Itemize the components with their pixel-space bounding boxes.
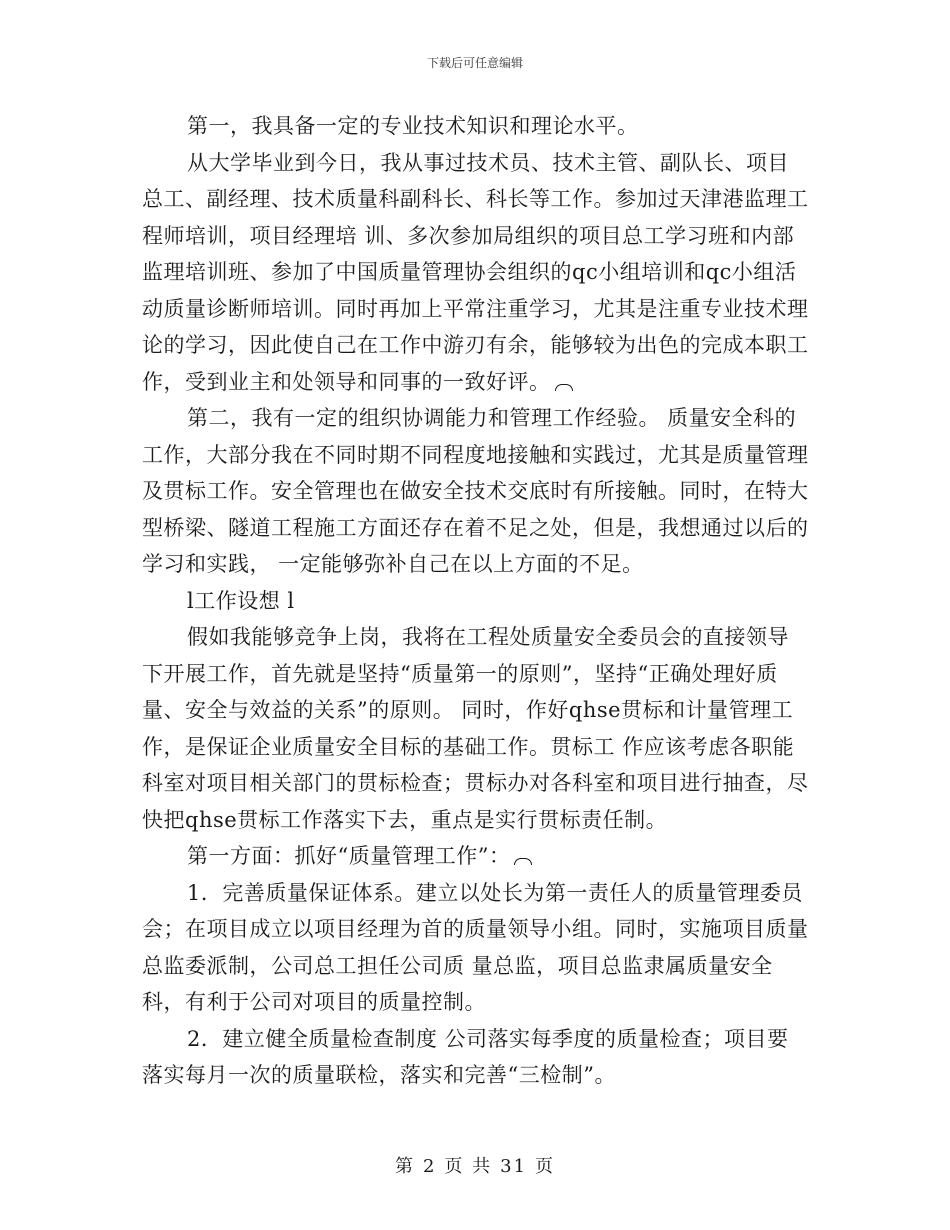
page-label-mid: 页 共: [444, 1156, 493, 1177]
list-item-2: 2．建立健全质量检查制度 公司落实每季度的质量检查；项目要落实每月一次的质量联检，落实和完善“三检制”。: [142, 1026, 789, 1087]
bracket-mark-icon: [555, 384, 573, 391]
section-heading-work-plan: l工作设想 l: [187, 588, 295, 613]
page-label-prefix: 第: [394, 1156, 415, 1177]
bracket-mark-icon: [514, 858, 532, 865]
paragraph-experience-text: 从大学毕业到今日，我从事过技术员、技术主管、副队长、项目总工、副经理、技术质量科副科长、科长等工作。参加过天津港监理工程师培训，项目经理培 训、多次参加局组织的项目总工学习班和内部监理培训班、参加了中国质量管理协会组织的qc小组培训和qc小组活动质量诊断师培训。同时再加上平常注重学习，尤其是注重专业技术理论的学习，因此使自己在工作中游刃有余，能够较为出色的完成本职工作，受到业主和处领导和同事的一致好评。: [142, 150, 809, 394]
page-footer: [0, 1152, 950, 1178]
page-header: 下载后可任意编辑: [426, 56, 523, 70]
paragraph-qualification-1: 第一，我具备一定的专业技术知识和理论水平。: [187, 114, 639, 138]
page-number-current: 2: [422, 1156, 437, 1177]
subheading-quality-management: [142, 838, 810, 875]
document-body: [142, 108, 810, 1094]
paragraph-work-plan: 假如我能够竞争上岗，我将在工程处质量安全委员会的直接领导下开展工作，首先就是坚持“质量第一的原则”，坚持“正确处理好质量、安全与效益的关系”的原则。 同时，作好qhse贯标和计量管理工作，是保证企业质量安全目标的基础工作。贯标工 作应该考虑各职能科室对项目相关部门的贯标检查；贯标办对各科室和项目进行抽查，尽快把qhse贯标工作落实下去，重点是实行贯标责任制。: [142, 625, 809, 832]
paragraph-experience: [142, 145, 810, 401]
paragraph-qualification-2: 第二，我有一定的组织协调能力和管理工作经验。 质量安全科的工作，大部分我在不同时期不同程度地接触和实践过，尤其是质量管理及贯标工作。安全管理也在做安全技术交底时有所接触。同时，在特大型桥梁、隧道工程施工方面还存在着不足之处，但是，我想通过以后的学习和实践， 一定能够弥补自己在以上方面的不足。: [142, 406, 809, 576]
subheading-quality-management-text: 第一方面：抓好“质量管理工作”：: [187, 844, 511, 868]
page-number-total: 31: [500, 1156, 528, 1177]
list-item-1: 1．完善质量保证体系。建立以处长为第一责任人的质量管理委员会；在项目成立以项目经理为首的质量领导小组。同时，实施项目质量总监委派制，公司总工担任公司质 量总监，项目总监隶属质量安全科，有利于公司对项目的质量控制。: [142, 880, 809, 1014]
page-label-suffix: 页: [535, 1156, 556, 1177]
